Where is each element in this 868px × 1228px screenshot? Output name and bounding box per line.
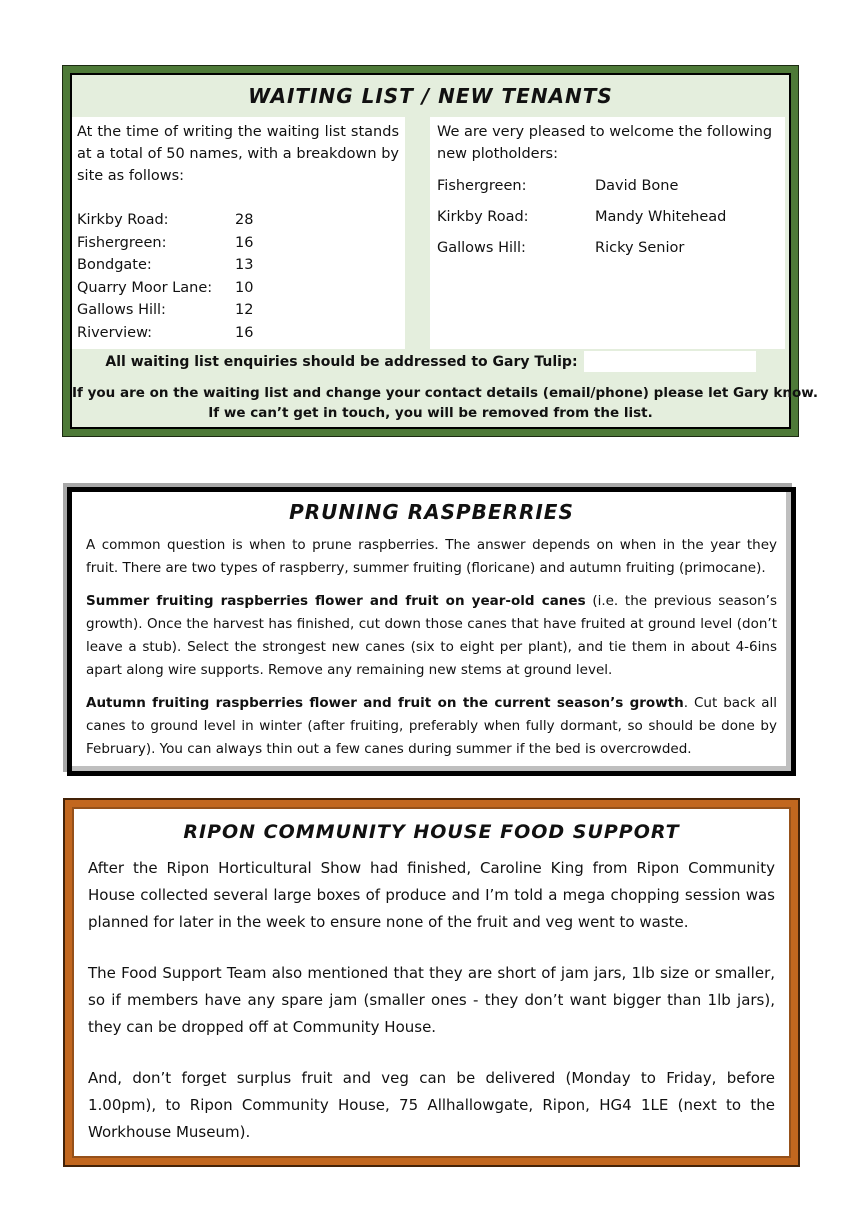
site-name: Kirkby Road: <box>77 212 169 228</box>
tenant-name: David Bone <box>595 178 679 194</box>
waiting-list-content <box>72 75 818 427</box>
tenant-row <box>437 175 783 197</box>
waiting-list-notice <box>72 383 818 423</box>
site-name: Fishergreen: <box>77 234 167 251</box>
pruning-title: PRUNING RASPBERRIES <box>289 500 574 524</box>
site-count: 28 <box>235 212 254 228</box>
food-support-title: RIPON COMMUNITY HOUSE FOOD SUPPORT <box>183 821 680 843</box>
tenant-row <box>437 237 783 259</box>
new-tenants-intro: We are very pleased to welcome the following new plotholders: <box>437 124 773 162</box>
notice-line-2: If we can’t get in touch, you will be removed from the list. <box>208 405 653 421</box>
new-tenants-list <box>437 175 783 259</box>
tenant-site: Kirkby Road: <box>437 209 529 225</box>
pruning-para-1: A common question is when to prune raspberries. The answer depends on when in the year they fruit. There are two types of raspberry, summer fruiting (floricane) and autumn fruiting (primocane). <box>86 537 777 576</box>
tenant-name: Mandy Whitehead <box>595 209 727 225</box>
food-support-para-2: The Food Support Team also mentioned that they are short of jam jars, 1lb size or smaller, so if members have any spare jam (smaller ones - they don’t want bigger than 1lb jars), they can be dropped off at Community House. <box>88 964 775 1036</box>
pruning-para-2 <box>86 590 777 682</box>
tenant-site: Fishergreen: <box>437 178 527 194</box>
pruning-para-2-lead: Summer fruiting raspberries flower and fruit on year-old canes <box>86 593 586 609</box>
site-count: 16 <box>235 234 254 251</box>
site-count: 16 <box>235 324 254 341</box>
tenant-name: Ricky Senior <box>595 240 685 256</box>
site-count-row <box>77 254 399 277</box>
food-support-para-1: After the Ripon Horticultural Show had finished, Caroline King from Ripon Community House collected several large boxes of produce and I’m told a mega chopping session was planned for later in the week to ensure none of the fruit and veg went to waste. <box>88 859 775 931</box>
pruning-para-3-lead: Autumn fruiting raspberries flower and fruit on the current season’s growth <box>86 695 684 711</box>
enquiries-text: All waiting list enquiries should be addressed to Gary Tulip: <box>105 353 578 370</box>
site-count-row <box>77 299 399 322</box>
site-count: 13 <box>235 257 254 273</box>
site-name: Riverview: <box>77 324 153 341</box>
food-support-para-3: And, don’t forget surplus fruit and veg can be delivered (Monday to Friday, before 1.00pm), to Ripon Community House, 75 Allhallowgate, Ripon, HG4 1LE (next to the Workhouse Museum). <box>88 1069 775 1141</box>
pruning-para-2-rest: (i.e. the previous season’s growth). Once the harvest has finished, cut down those canes that have fruited at ground level (don’t leave a stub). Select the strongest new canes (six to eight per plant), and tie them in about 4-6ins apart along wire supports. Remove any remaining new stems at ground level. <box>86 593 777 678</box>
enquiries-line <box>72 351 789 372</box>
site-count-list <box>77 209 399 344</box>
pruning-para-3-rest: . Cut back all canes to ground level in winter (after fruiting, preferably when fully dormant, so should be done by February). You can always thin out a few canes during summer if the bed is overcrowded. <box>86 695 777 757</box>
waiting-list-title: WAITING LIST / NEW TENANTS <box>248 84 613 108</box>
site-count-row <box>77 232 399 255</box>
site-name: Bondgate: <box>77 257 152 273</box>
site-count-row <box>77 322 399 345</box>
waiting-list-intro: At the time of writing the waiting list stands at a total of 50 names, with a breakdown by site as follows: <box>77 124 399 184</box>
site-count-row <box>77 209 399 232</box>
pruning-raspberries-section <box>67 487 796 776</box>
tenant-row <box>437 206 783 228</box>
tenant-site: Gallows Hill: <box>437 240 526 256</box>
redacted-contact-box <box>584 351 756 372</box>
waiting-list-left-cell <box>72 117 405 349</box>
site-count: 12 <box>235 302 254 318</box>
new-tenants-cell <box>430 117 785 349</box>
waiting-list-columns <box>72 117 785 349</box>
site-name: Quarry Moor Lane: <box>77 279 213 296</box>
column-divider <box>405 117 430 349</box>
food-support-section <box>65 800 798 1165</box>
pruning-para-3 <box>86 692 777 761</box>
site-name: Gallows Hill: <box>77 302 166 318</box>
site-count: 10 <box>235 279 254 296</box>
site-count-row <box>77 277 399 300</box>
waiting-list-section <box>63 66 818 436</box>
notice-line-1: If you are on the waiting list and change your contact details (email/phone) please let Gary know. <box>72 385 818 401</box>
